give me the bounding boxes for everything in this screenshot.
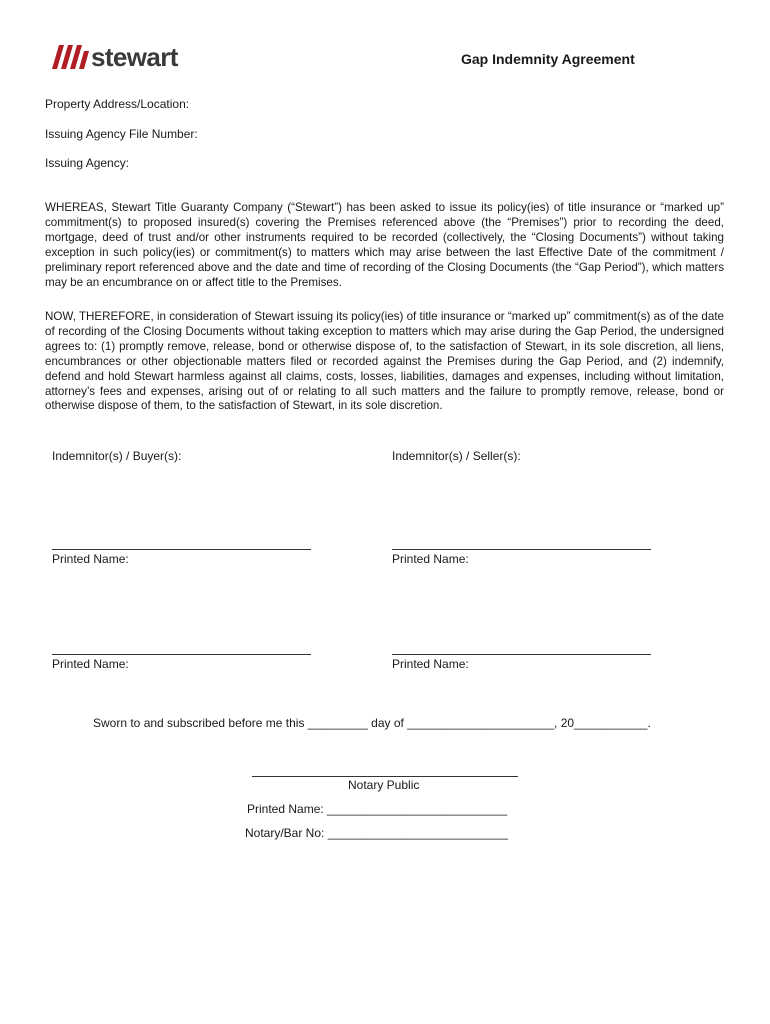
- now-therefore-paragraph: NOW, THEREFORE, in consideration of Stewart issuing its policy(ies) of title insurance or “marked up” commitment(s) as of the date of recording of the Closing Documents without taking exception to matters which may arise during the Gap Period, the undersigned agrees to: (1) promptly remove, release, bond or otherwise dispose of, to the satisfaction of Stewart, in its sole discretion, all liens, encumbrances or other objectionable matters filed or recorded against the Premises during the Gap Period, and (2) indemnify, defend and hold Stewart harmless against all claims, costs, losses, liabilities, damages and expenses, including without limitation, attorney’s fees and expenses, arising out of or relating to all such matters and the failure to promptly remove, release, bond or otherwise dispose of them, to the satisfaction of Stewart, in its sole discretion.: [45, 310, 724, 413]
- buyer-printed-name-2: Printed Name:: [52, 657, 129, 671]
- seller-printed-name-2: Printed Name:: [392, 657, 469, 671]
- seller-signature-line-1: [392, 549, 651, 550]
- notary-public-label: Notary Public: [348, 778, 420, 792]
- notary-bar-number: Notary/Bar No: ___________________________: [245, 826, 508, 840]
- stewart-logo: [52, 44, 178, 70]
- whereas-paragraph: WHEREAS, Stewart Title Guaranty Company (“Stewart”) has been asked to issue its policy(ies) of title insurance or “marked up” commitment(s) to proposed insured(s) covering the Premises referenced above (the “Premises”) prior to recording the deed, mortgage, deed of trust and/or other instruments required to be recorded (collectively, the “Closing Documents”) without taking exception in such policy(ies) or commitment(s) to matters which may arise between the last Effective Date of the commitment / preliminary report referenced above and the date and time of recording of the Closing Documents (the “Gap Period”), which matters may be an encumbrance on or affect title to the Premises.: [45, 201, 724, 289]
- seller-signature-line-2: [392, 654, 651, 655]
- issuing-agency-label: Issuing Agency:: [45, 156, 130, 170]
- file-number-label: Issuing Agency File Number:: [45, 127, 198, 141]
- buyer-signature-line-2: [52, 654, 311, 655]
- notary-signature-line: [252, 776, 518, 777]
- stewart-logo-mark: [52, 45, 90, 69]
- sworn-statement: Sworn to and subscribed before me this _________ day of ______________________, 20___________.: [93, 716, 651, 730]
- buyer-heading: Indemnitor(s) / Buyer(s):: [52, 449, 182, 463]
- buyer-signature-line-1: [52, 549, 311, 550]
- property-address-label: Property Address/Location:: [45, 97, 190, 111]
- seller-heading: Indemnitor(s) / Seller(s):: [392, 449, 521, 463]
- stewart-logo-wordmark: stewart: [91, 42, 178, 72]
- document-title: Gap Indemnity Agreement: [461, 51, 635, 67]
- seller-printed-name-1: Printed Name:: [392, 552, 469, 566]
- buyer-printed-name-1: Printed Name:: [52, 552, 129, 566]
- notary-printed-name: Printed Name: ___________________________: [247, 802, 508, 816]
